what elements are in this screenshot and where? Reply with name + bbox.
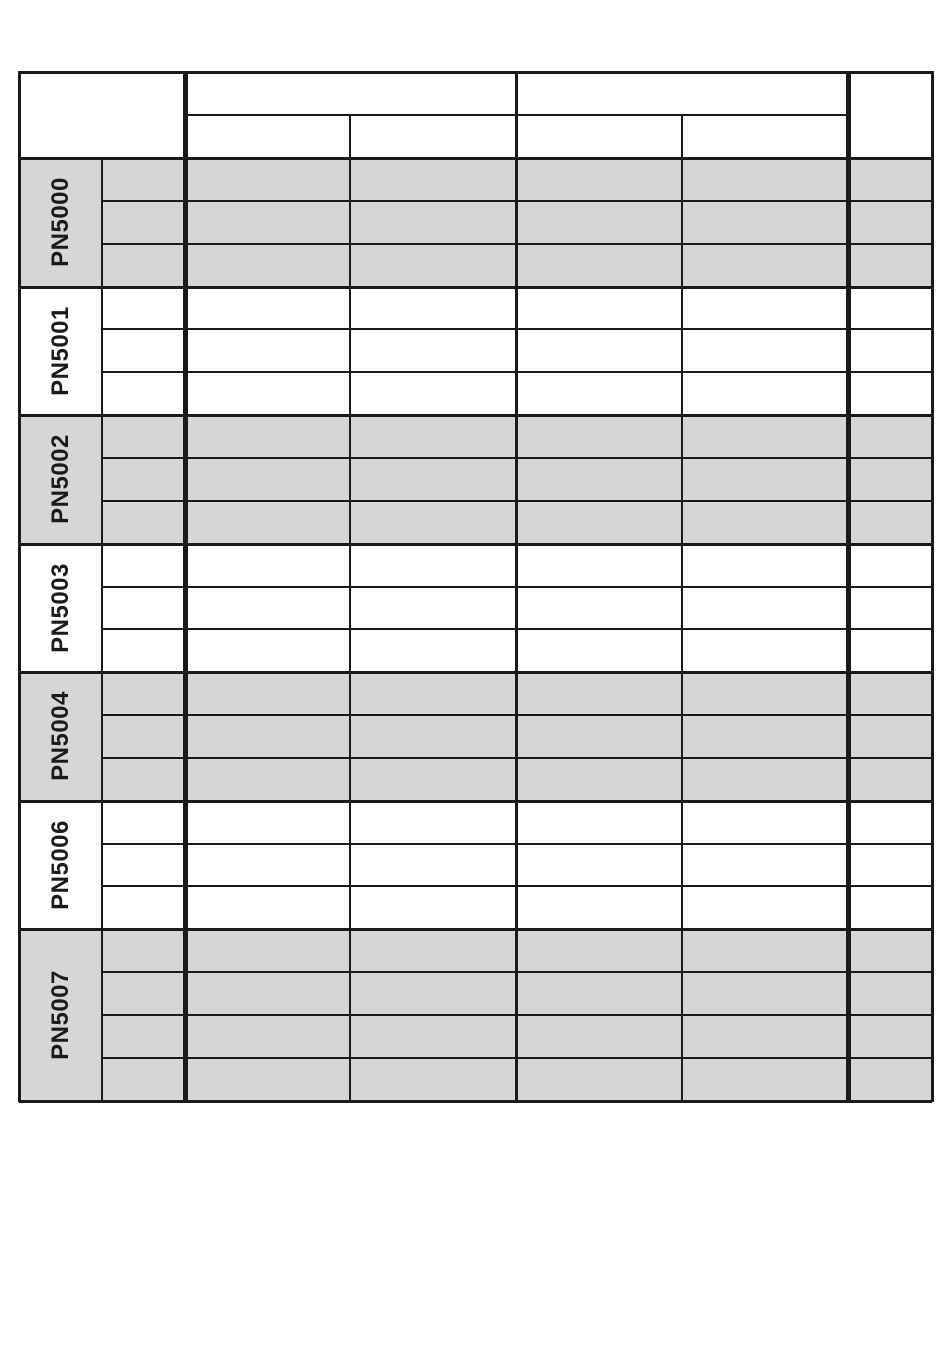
row-divider (19, 800, 932, 803)
group-label (20, 415, 101, 544)
row-divider (19, 414, 932, 417)
group-label (20, 158, 101, 287)
part-number-label: PN5003 (46, 563, 74, 653)
row-divider (19, 671, 932, 674)
part-number-label: PN5006 (46, 820, 74, 910)
column-divider (349, 115, 351, 1101)
group-label (20, 929, 101, 1100)
part-number-label: PN5001 (46, 305, 74, 396)
part-number-label: PN5007 (46, 970, 74, 1060)
header-bottom (19, 157, 932, 160)
part-number-label: PN5004 (46, 691, 74, 782)
group-label (20, 672, 101, 801)
group-fill (19, 415, 932, 544)
row-divider (19, 286, 932, 289)
group-label (20, 287, 101, 416)
column-divider-thick (846, 71, 851, 1102)
column-divider (101, 158, 103, 1101)
part-number-label: PN5000 (46, 177, 74, 268)
column-divider (681, 115, 683, 1101)
column-divider-thick (183, 71, 188, 1102)
column-divider (515, 72, 518, 1101)
group-label (20, 544, 101, 673)
row-divider (19, 928, 932, 931)
table-border-right (931, 71, 934, 1102)
row-divider (19, 543, 932, 546)
group-fill (19, 672, 932, 801)
group-label (20, 801, 101, 930)
group-fill (19, 158, 932, 287)
part-number-label: PN5002 (46, 434, 74, 525)
table-border-top (19, 71, 932, 74)
row-divider (19, 1100, 932, 1103)
